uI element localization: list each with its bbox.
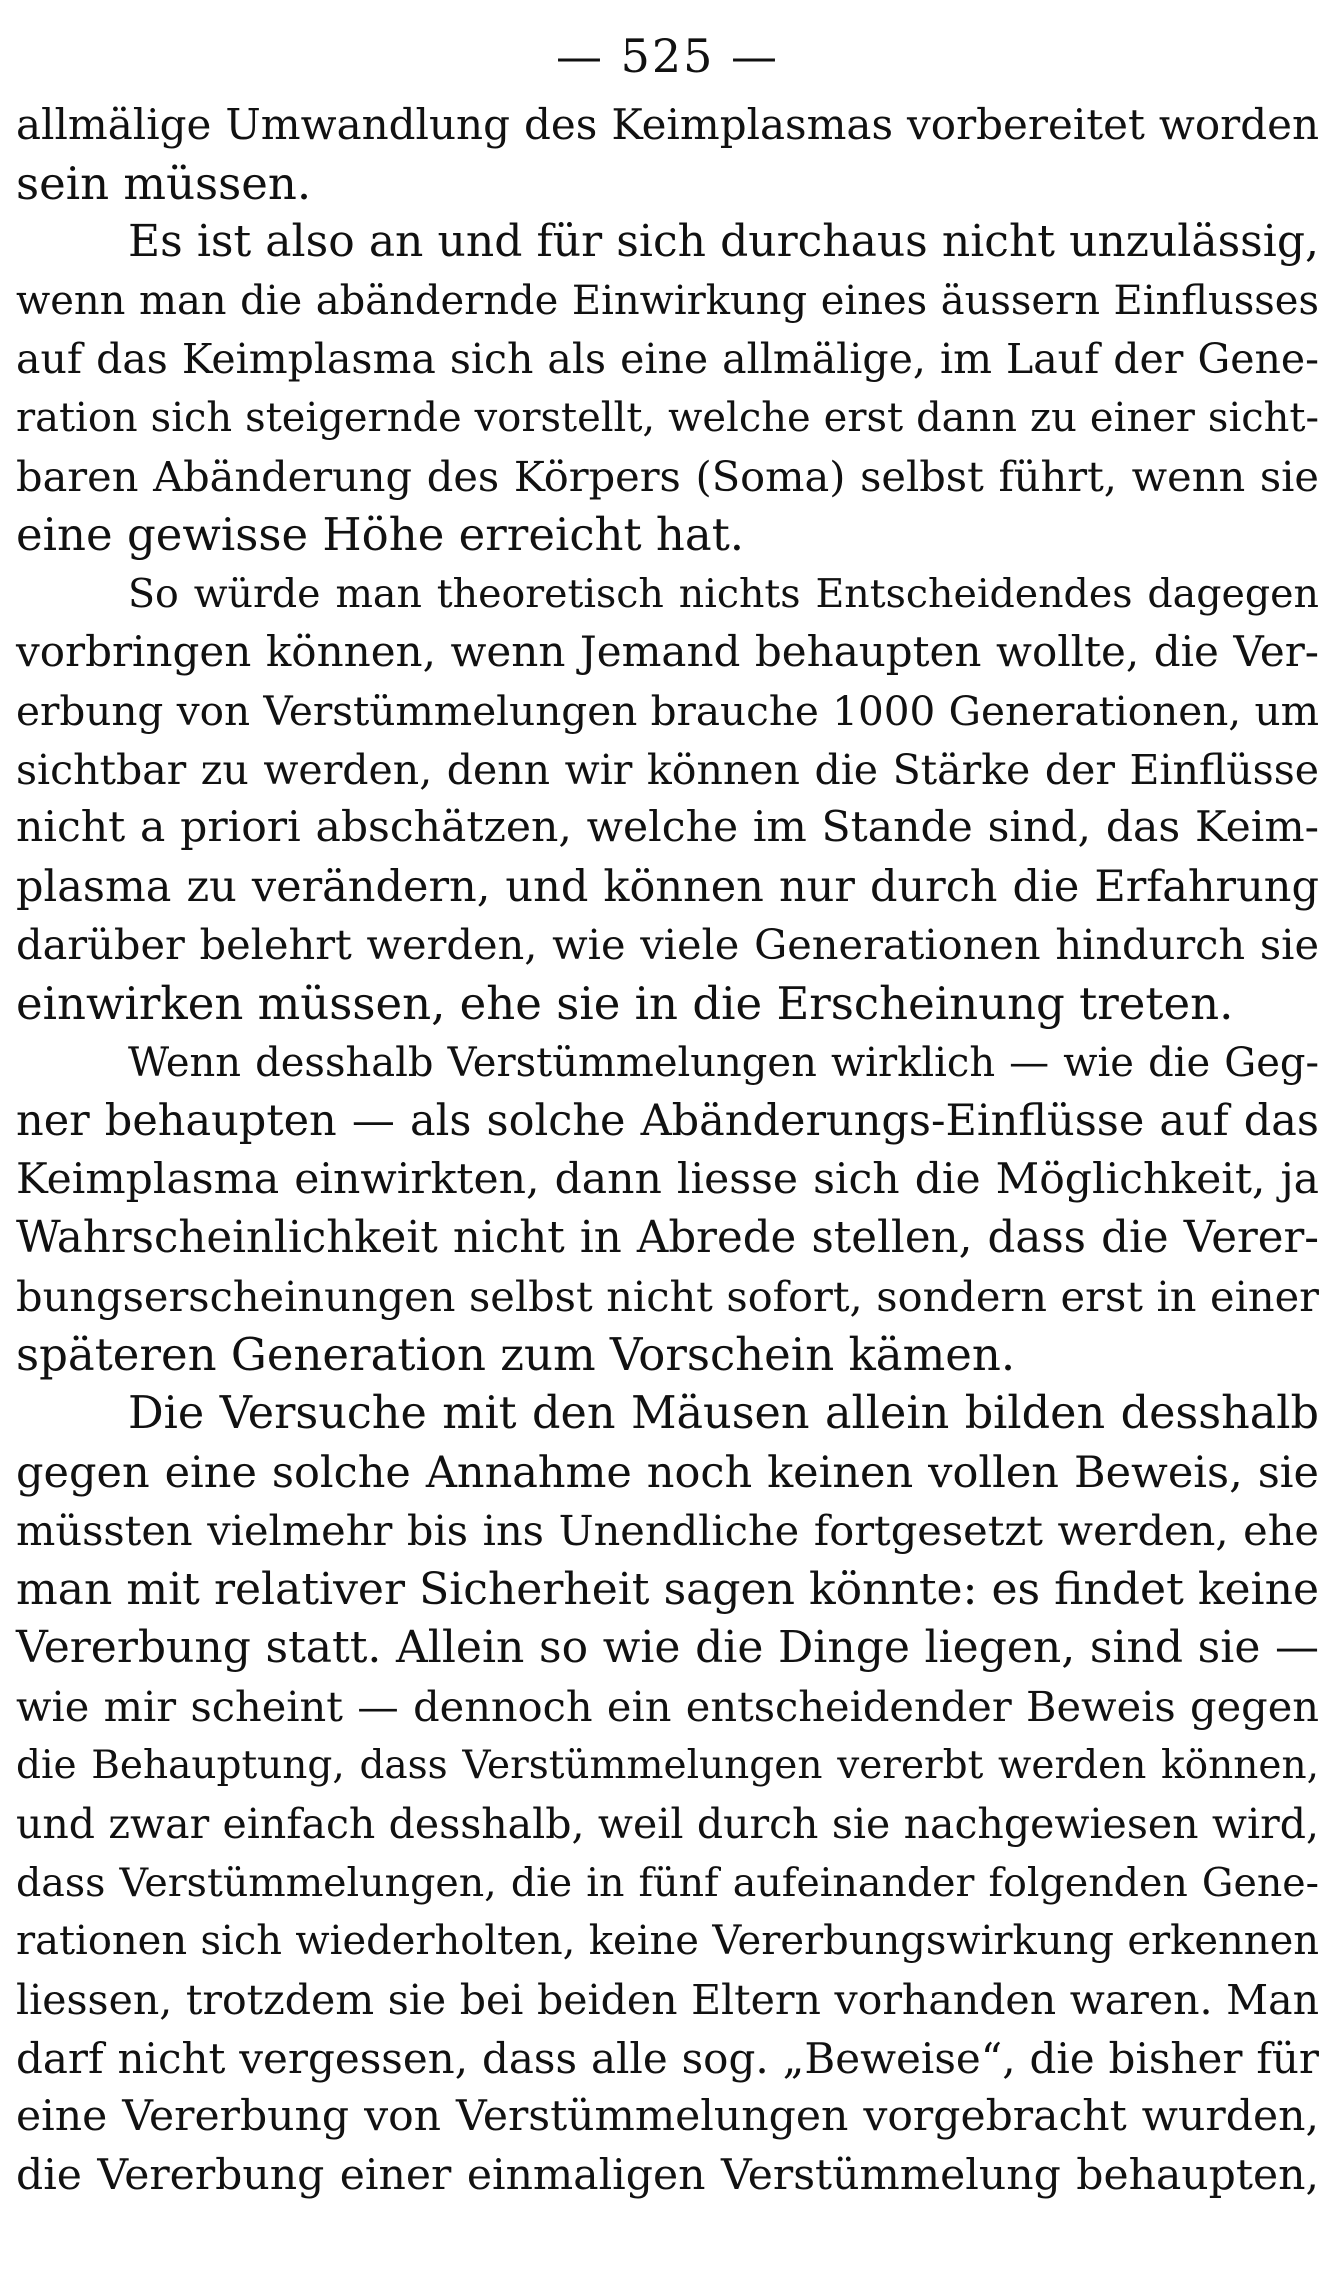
text-line: wenn man die abändernde Einwirkung eines äussern Einflusses	[16, 277, 1319, 324]
text-line: Wenn desshalb Verstümmelungen wirklich — wie die Geg-	[128, 1039, 1319, 1086]
text-line: allmälige Umwandlung des Keimplasmas vorbereitet worden	[16, 100, 1319, 149]
text-line: ner behaupten — als solche Abänderungs-Einflüsse auf das	[16, 1096, 1319, 1147]
text-line: erbung von Verstümmelungen brauche 1000 Generationen, um	[16, 686, 1319, 735]
text-line: So würde man theoretisch nichts Entscheidendes dagegen	[128, 570, 1319, 617]
text-line: baren Abänderung des Körpers (Soma) selbst führt, wenn sie	[16, 451, 1319, 501]
text-line: ration sich steigernde vorstellt, welche erst dann zu einer sicht-	[16, 394, 1319, 441]
paragraph-4	[16, 1034, 1319, 1386]
text-line: Wahrscheinlichkeit nicht in Abrede stellen, dass die Verer-	[16, 1213, 1319, 1264]
text-line: Es ist also an und für sich durchaus nicht unzulässig,	[128, 216, 1319, 268]
text-line: man mit relativer Sicherheit sagen könnte: es findet keine	[16, 1563, 1319, 1615]
text-line: die Vererbung einer einmaligen Verstümmelung behaupten,	[16, 2150, 1319, 2200]
text-line: Die Versuche mit den Mäusen allein bilden desshalb	[128, 1388, 1319, 1440]
text-line: darf nicht vergessen, dass alle sog. „Beweise“, die bisher für	[16, 2033, 1319, 2083]
text-line: auf das Keimplasma sich als eine allmälige, im Lauf der Gene-	[16, 335, 1319, 384]
text-line: rationen sich wiederholten, keine Vererbungswirkung erkennen	[16, 1918, 1319, 1965]
text-line: dass Verstümmelungen, die in fünf aufeinander folgenden Gene-	[16, 1859, 1319, 1906]
paragraph-3	[16, 565, 1319, 1034]
text-line: späteren Generation zum Vorschein kämen.	[16, 1328, 1016, 1382]
text-line: plasma zu verändern, und können nur durch die Erfahrung	[16, 861, 1319, 912]
text-line: einwirken müssen, ehe sie in die Erscheinung treten.	[16, 976, 1234, 1030]
body-text	[16, 96, 1319, 2205]
text-line: und zwar einfach desshalb, weil durch sie nachgewiesen wird,	[16, 1800, 1319, 1849]
paragraph-1	[16, 96, 1319, 213]
paragraph-2	[16, 213, 1319, 565]
text-line: die Behauptung, dass Verstümmelungen vererbt werden können,	[16, 1742, 1319, 1788]
text-line: sichtbar zu werden, denn wir können die Stärke der Einflüsse	[16, 745, 1319, 794]
text-line: vorbringen können, wenn Jemand behaupten wollte, die Ver-	[16, 627, 1319, 677]
text-line: nicht a priori abschätzen, welche im Stande sind, das Keim-	[16, 803, 1319, 853]
text-line: eine gewisse Höhe erreicht hat.	[16, 508, 745, 562]
text-line: wie mir scheint — dennoch ein entscheidender Beweis gegen	[16, 1682, 1319, 1732]
text-line: Keimplasma einwirkten, dann liesse sich die Möglichkeit, ja	[16, 1154, 1319, 1204]
text-line: darüber belehrt werden, wie viele Generationen hindurch sie	[16, 920, 1319, 970]
text-line: müssten vielmehr bis ins Unendliche fortgesetzt werden, ehe	[16, 1506, 1319, 1556]
paragraph-5	[16, 1385, 1319, 2205]
text-line: eine Vererbung von Verstümmelungen vorgebracht wurden,	[16, 2092, 1319, 2142]
text-line: sein müssen.	[16, 156, 312, 210]
page-number: — 525 —	[555, 29, 780, 83]
text-line: liessen, trotzdem sie bei beiden Eltern vorhanden waren. Man	[16, 1976, 1319, 2024]
text-line: Vererbung statt. Allein so wie die Dinge liegen, sind sie —	[16, 1622, 1319, 1674]
text-line: gegen eine solche Annahme noch keinen vollen Beweis, sie	[16, 1447, 1319, 1498]
text-line: bungserscheinungen selbst nicht sofort, sondern erst in einer	[16, 1271, 1319, 1321]
